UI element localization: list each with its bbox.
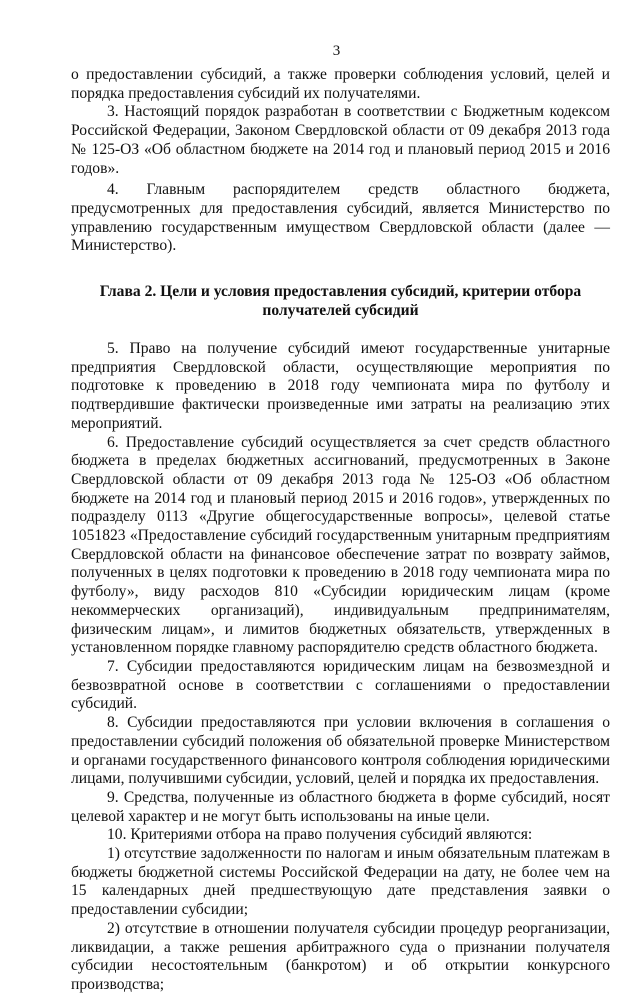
paragraph-10: 10. Критериями отбора на право получения субсидий являются: <box>107 826 533 844</box>
paragraph-9: 9. Средства, полученные из областного бюджета в форме субсидий, носят целевой характер и не могут быть использованы на иные цели. <box>71 788 610 825</box>
paragraph-6: 6. Предоставление субсидий осуществляется за счет средств областного бюджета в пределах бюджетных ассигнований, предусмотренных в Законе Свердловской области от 09 декабря 2013 года № 125-ОЗ «Об областном бюджете на 2014 год и плановый период 2015 и 2016 годов», утвержденных по подразделу 0113 «Другие общегосударственные вопросы», целевой статье 1051823 «Предоставление субсидий государственным унитарным предприятиям Свердловской области на финансовое обеспечение затрат по возврату займов, полученных в целях подготовки к проведению в 2018 году чемпионата мира по футболу», виду расходов 810 «Субсидии юридическим лицам (кроме некоммерческих организаций), индивидуальным предпринимателям, физическим лицам», и лимитов бюджетных обязательств, утвержденных в установленном порядке главному распорядителю средств областного бюджета. <box>71 433 610 657</box>
paragraph-4: 4. Главным распорядителем средств областного бюджета, предусмотренных для предоставления субсидий, является Министерство по управлению государственным имуществом Свердловской области (далее — Министерство). <box>71 181 610 255</box>
criterion-1: 1) отсутствие задолженности по налогам и иным обязательным платежам в бюджеты бюджетной системы Российской Федерации на дату, не более чем на 15 календарных дней предшествующую дате представления заявки о предоставлении субсидии; <box>71 845 610 919</box>
page-number: 3 <box>332 43 341 59</box>
paragraph-3: 3. Настоящий порядок разработан в соответствии с Бюджетным кодексом Российской Федерации, Законом Свердловской области от 09 декабря 2013 года № 125-ОЗ «Об областном бюджете на 2014 год и плановый период 2015 и 2016 годов». <box>71 103 610 177</box>
paragraph-5: 5. Право на получение субсидий имеют государственные унитарные предприятия Свердловской области, осуществляющие мероприятия по подготовке к проведению в 2018 году чемпионата мира по футболу и подтвердившие фактически произведенные ими затраты на реализацию этих мероприятий. <box>71 340 610 432</box>
paragraph-8: 8. Субсидии предоставляются при условии включения в соглашения о предоставлении субсидий положения об обязательной проверке Министерством и органами государственного финансового контроля соблюдения юридическими лицами, получившими субсидии, условий, целей и порядка их предоставления. <box>71 714 610 788</box>
criterion-2: 2) отсутствие в отношении получателя субсидии процедур реорганизации, ликвидации, а также решения арбитражного суда о признании получателя субсидии несостоятельным (банкротом) и об открытии конкурсного производства; <box>71 919 610 993</box>
paragraph-continuation: о предоставлении субсидий, а также проверки соблюдения условий, целей и порядка предоставления субсидий их получателями. <box>71 66 610 102</box>
paragraph-7: 7. Субсидии предоставляются юридическим лицам на безвозмездной и безвозвратной основе в соответствии с соглашениями о предоставлении субсидий. <box>71 657 610 713</box>
chapter-heading: Глава 2. Цели и условия предоставления субсидий, критерии отбора получателей субсидий <box>99 283 582 320</box>
